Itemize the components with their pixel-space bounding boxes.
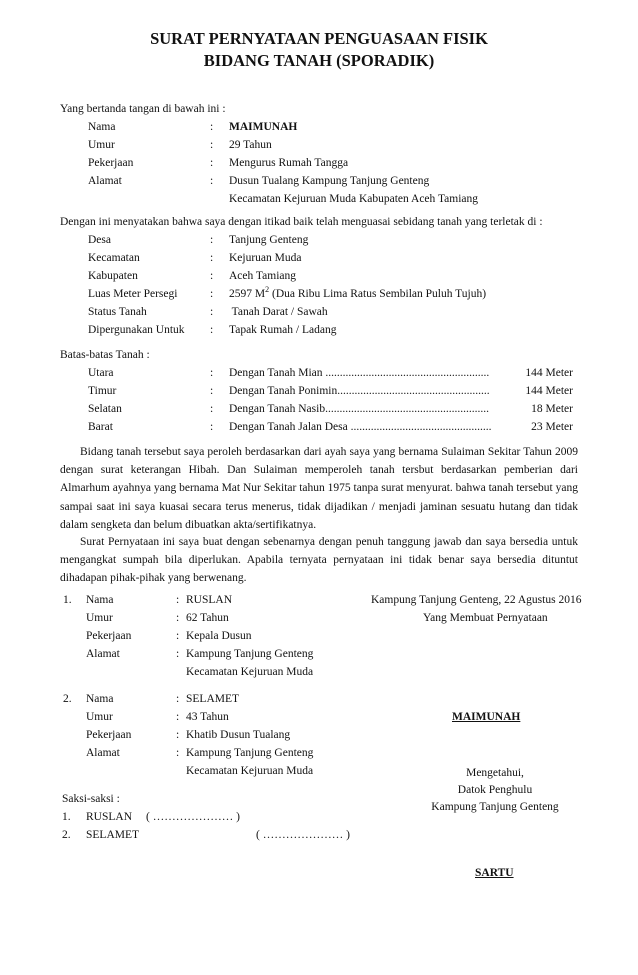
field-value: Dengan Tanah Jalan Desa ................................................. (229, 421, 492, 433)
authority-village: Kampung Tanjung Genteng (431, 801, 559, 813)
field-label: Nama (86, 594, 114, 606)
field-value: Tanjung Genteng (229, 234, 309, 246)
field-label: Pekerjaan (88, 157, 134, 169)
field-value: Mengurus Rumah Tangga (229, 157, 349, 169)
witness-sign-1-number: 1. (62, 811, 71, 823)
field-value: Dusun Tualang Kampung Tanjung Genteng (229, 175, 430, 187)
field-label: Alamat (88, 175, 122, 187)
intro-text: Yang bertanda tangan di bawah ini : (60, 103, 226, 115)
authority-name: SARTU (475, 867, 514, 879)
document-subtitle: BIDANG TANAH (SPORADIK) (203, 51, 435, 70)
field-value: Kejuruan Muda (229, 252, 302, 264)
border-measure: 144 Meter (525, 367, 573, 379)
border-measure: 144 Meter (525, 385, 573, 397)
acknowledged-label: Mengetahui, (466, 767, 524, 779)
maker-label: Yang Membuat Pernyataan (423, 612, 548, 624)
field-value: Khatib Dusun Tualang (186, 729, 291, 741)
field-value: 43 Tahun (186, 711, 229, 723)
field-value: Aceh Tamiang (229, 270, 297, 282)
field-label: Utara (88, 367, 114, 379)
field-value: SELAMET (186, 693, 240, 705)
field-value: Dengan Tanah Nasib......................................................... (229, 403, 489, 415)
field-value: Dengan Tanah Mian ......................................................... (229, 367, 490, 379)
border-measure: 18 Meter (531, 403, 573, 415)
witness-1-number: 1. (63, 594, 72, 606)
document-title: SURAT PERNYATAAN PENGUASAAN FISIK (150, 29, 488, 48)
witness-2-number: 2. (63, 693, 72, 705)
field-label: Pekerjaan (86, 630, 132, 642)
field-value: 2597 $M^2$ (Dua Ribu Lima Ratus Sembilan Puluh Tujuh) (229, 285, 487, 300)
field-label: Barat (88, 421, 113, 433)
witness-1-address-line2: Kecamatan Kejuruan Muda (186, 666, 314, 678)
paragraph-acquisition: Bidang tanah tersebut saya peroleh berdasarkan dari ayah saya yang bernama Sulaiman Sekitar Tahun 2009 dengan surat keterangan Hibah. Dan Sulaiman memperoleh tanah tersbut berdasarkan pemberian dari Almarhum ayahnya yang bernama Mat Nur Sekitar tahun 1975 tanpa surat menyurat. bahwa tanah tersebut yang sampai saat ini saya kuasai secara terus menerus, tidak dijadikan / menjadi jaminan sesuatu hutang dan tidak dalam sengketa dan belum dibuatkan akta/sertifikatnya. (60, 446, 578, 531)
field-label: Dipergunakan Untuk (88, 324, 185, 336)
witness-2-address-line2: Kecamatan Kejuruan Muda (186, 765, 314, 777)
field-value: 62 Tahun (186, 612, 229, 624)
field-value: RUSLAN (186, 594, 233, 606)
field-value: Kampung Tanjung Genteng (186, 648, 314, 660)
witness-sign-1-name: RUSLAN (86, 811, 133, 823)
authority-title: Datok Penghulu (457, 784, 533, 796)
border-measure: 23 Meter (531, 421, 573, 433)
field-value: Tanah Darat / Sawah (229, 306, 328, 318)
witness-sign-2-number: 2. (62, 829, 71, 841)
field-label: Kabupaten (88, 270, 138, 282)
field-label: Status Tanah (88, 306, 147, 318)
field-value: 29 Tahun (229, 139, 272, 151)
field-label: Selatan (88, 403, 122, 415)
field-label: Alamat (86, 648, 120, 660)
borders-title: Batas-batas Tanah : (60, 349, 150, 361)
witnesses-title: Saksi-saksi : (62, 793, 120, 805)
maker-name: MAIMUNAH (452, 711, 521, 723)
place-date: Kampung Tanjung Genteng, 22 Agustus 2016 (371, 594, 582, 606)
field-label: Kecamatan (88, 252, 140, 264)
declarant-address-line2: Kecamatan Kejuruan Muda Kabupaten Aceh Tamiang (229, 193, 479, 205)
field-label: Desa (88, 234, 111, 246)
land-intro-text: Dengan ini menyatakan bahwa saya dengan itikad baik telah menguasai sebidang tanah yang terletak di : (60, 216, 543, 228)
field-label: Alamat (86, 747, 120, 759)
border-north-row: Utara : Dengan Tanah Mian ......................................................... 144 Meter (88, 364, 573, 382)
field-value: Kepala Dusun (186, 630, 252, 642)
paragraph-declaration: Surat Pernyataan ini saya buat dengan sebenarnya dengan penuh tanggung jawab dan saya bersedia untuk mengangkat sumpah bila diperlukan. Apabila ternyata pernyataan ini tidak benar saya bersedia dituntut dihadapan pihak-pihak yang berwenang. (60, 536, 578, 585)
field-label: Nama (86, 693, 114, 705)
field-label: Umur (86, 612, 113, 624)
witness-sign-2-line: ( ………………… ) (256, 829, 350, 841)
witness-sign-2-name: SELAMET (86, 829, 140, 841)
field-value: Kampung Tanjung Genteng (186, 747, 314, 759)
border-east-row: Timur : Dengan Tanah Ponimin..................................................... 144 Meter (88, 382, 573, 400)
field-label: Umur (86, 711, 113, 723)
field-value: Dengan Tanah Ponimin..................................................... (229, 385, 490, 397)
field-label: Umur (88, 139, 115, 151)
declarant-name: MAIMUNAH (229, 121, 298, 133)
field-label: Timur (88, 385, 117, 397)
field-label: Pekerjaan (86, 729, 132, 741)
field-label: Luas Meter Persegi (88, 288, 178, 300)
witness-sign-1-line: ( ………………… ) (146, 811, 240, 823)
field-label: Nama (88, 121, 116, 133)
field-value: Tapak Rumah / Ladang (229, 324, 337, 336)
border-west-row: Barat : Dengan Tanah Jalan Desa ................................................. 23 Meter (88, 418, 573, 436)
border-south-row: Selatan : Dengan Tanah Nasib......................................................... 18 Meter (88, 400, 573, 418)
